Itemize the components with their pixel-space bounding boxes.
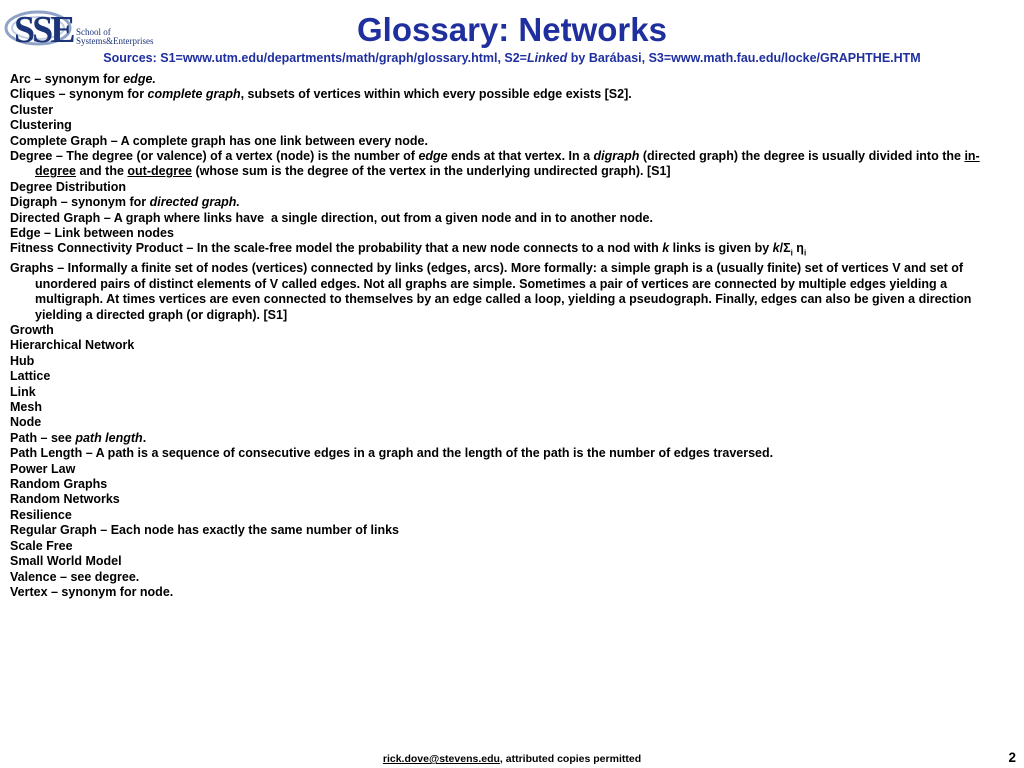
glossary-entry-cluster: Cluster: [10, 102, 54, 117]
glossary-entry-resilience: Resilience: [10, 507, 72, 522]
sources-suffix: by Barábasi, S3=www.math.fau.edu/locke/GRAPHTHE.HTM: [567, 51, 921, 65]
sources-prefix: Sources: S1=www.utm.edu/departments/math/graph/glossary.html, S2=: [103, 51, 527, 65]
glossary-entry-path-length: Path Length – A path is a sequence of consecutive edges in a graph and the length of the path is the number of edges traversed.: [10, 446, 774, 461]
footer: [0, 753, 1024, 766]
glossary-entry-clustering: Clustering: [10, 118, 72, 133]
glossary-entry-small-world: Small World Model: [10, 554, 122, 569]
glossary-entry-node: Node: [10, 415, 42, 430]
glossary-entry-growth: Growth: [10, 323, 54, 337]
entry-term: path length: [75, 430, 143, 445]
entry-text: Cliques – synonym for: [10, 87, 148, 102]
entry-text: η: [792, 241, 804, 256]
sources-italic: Linked: [526, 51, 568, 65]
entry-text: Fitness Connectivity Product – In the scale-free model the probability that a new node connects to a nod with: [10, 241, 663, 256]
entry-term: k: [662, 241, 670, 256]
glossary-entry-link: Link: [10, 384, 36, 399]
entry-term: directed graph.: [149, 195, 240, 210]
glossary-entry-degree-distribution: Degree Distribution: [10, 179, 126, 194]
entry-text: ends at that vertex. In a: [447, 149, 594, 164]
entry-text: .: [142, 430, 147, 445]
entry-term: digraph: [593, 149, 640, 164]
glossary-entry-lattice: Lattice: [10, 369, 51, 384]
entry-text: and the: [76, 164, 128, 179]
entry-text: Degree – The degree (or valence) of a vertex (node) is the number of: [10, 149, 419, 164]
entry-term: edge.: [123, 72, 156, 86]
entry-term: complete graph: [147, 87, 241, 102]
entry-term-underlined: out-degree: [127, 164, 192, 179]
entry-term-underlined: in-degree: [35, 149, 980, 179]
glossary-entry-hub: Hub: [10, 353, 35, 368]
entry-term: edge: [418, 149, 448, 164]
entry-text: Path – see: [10, 430, 76, 445]
glossary-entry-cliques: [10, 87, 1014, 102]
footer-email-link[interactable]: rick.dove@stevens.edu: [382, 753, 500, 765]
glossary-entry-scale-free: Scale Free: [10, 538, 73, 553]
glossary-entry-digraph: [10, 195, 1014, 210]
page-number: 2: [1008, 750, 1016, 765]
footer-text: , attributed copies permitted: [499, 753, 642, 765]
entry-text: Arc – synonym for: [10, 72, 124, 86]
glossary-entry-edge: Edge – Link between nodes: [10, 226, 174, 241]
glossary-entry-hierarchical-network: Hierarchical Network: [10, 338, 135, 353]
glossary-entry-graphs: Graphs – Informally a finite set of nodes (vertices) connected by links (edges, arcs). More formally: a simple graph is a (usually finite) set of vertices V and set of unordered pairs of distinct elements of V called edges. Not all graphs are simple. Sometimes a pair of vertices are connected by multiple edges yielding a multigraph. At times vertices are even connected to themselves by an edge called a loop, yielding a pseudograph. Finally, edges can also be given a direction yielding a directed graph (or digraph). [S1]: [10, 261, 972, 322]
entry-text: (whose sum is the degree of the vertex in the underlying undirected graph). [S1]: [192, 164, 671, 179]
subscript: i: [803, 248, 807, 258]
entry-text: /Σ: [779, 241, 791, 256]
glossary-entry-random-graphs: Random Graphs: [10, 477, 108, 492]
entry-text: (directed graph) the degree is usually divided into the: [639, 149, 965, 164]
logo-letters: SSE: [14, 9, 73, 50]
logo-caption-line2: Systems&Enterprises: [76, 36, 154, 46]
glossary-entry-power-law: Power Law: [10, 461, 76, 476]
sources-line: [0, 51, 1024, 66]
glossary-entry-complete-graph: Complete Graph – A complete graph has one link between every node.: [10, 133, 428, 148]
entry-text: , subsets of vertices within which every possible edge exists [S2].: [240, 87, 632, 102]
entry-text: links is given by: [669, 241, 773, 256]
glossary-entry-regular-graph: Regular Graph – Each node has exactly the same number of links: [10, 523, 400, 538]
logo-caption-line1: School of: [76, 27, 111, 37]
glossary-entry-valence: Valence – see degree.: [10, 569, 140, 584]
entry-term: k: [772, 241, 780, 256]
page-title: Glossary: Networks: [357, 11, 667, 48]
glossary-entry-vertex: Vertex – synonym for node.: [10, 584, 174, 599]
glossary-entry-random-networks: Random Networks: [10, 492, 120, 507]
glossary-entry-mesh: Mesh: [10, 400, 42, 415]
subscript: i: [790, 248, 793, 258]
glossary-entry-degree: [10, 149, 1014, 180]
glossary-list: [10, 72, 1014, 600]
entry-text: Digraph – synonym for: [10, 195, 150, 210]
glossary-entry-path: [10, 431, 1014, 446]
glossary-entry-arc: [10, 72, 1014, 87]
glossary-entry-directed-graph: Directed Graph – A graph where links have a single direction, out from a given node and in to another node.: [10, 210, 653, 225]
glossary-entry-fitness: [10, 241, 1014, 261]
